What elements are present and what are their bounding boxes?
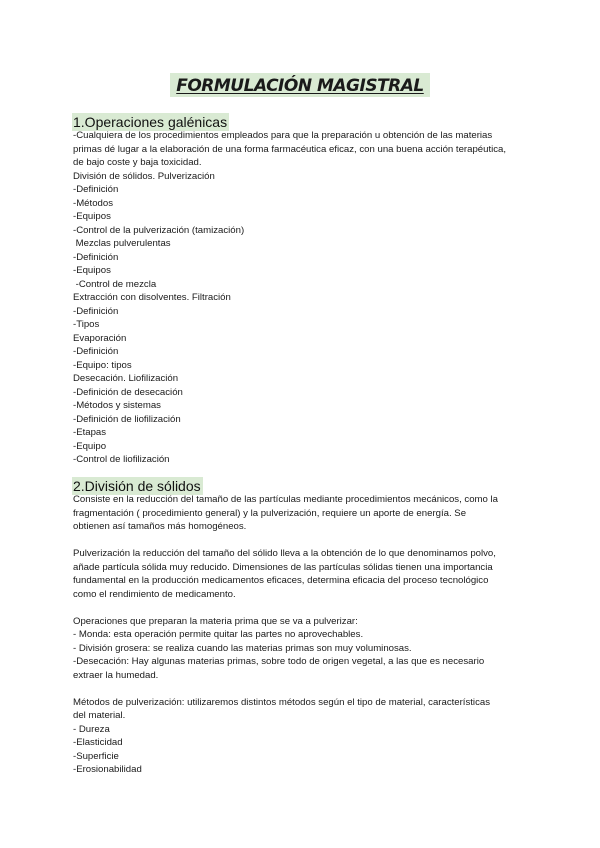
section-1-body bbox=[73, 129, 533, 467]
text-line: - Monda: esta operación permite quitar las partes no aprovechables. bbox=[73, 629, 364, 640]
text-line: -Equipo bbox=[73, 440, 107, 452]
section-2-body bbox=[73, 493, 533, 777]
text-line: primas dé lugar a la elaboración de una forma farmacéutica eficaz, con una buena acción terapéutica, bbox=[73, 143, 507, 155]
text-line: - Dureza bbox=[73, 723, 110, 735]
text-line: -Definición de liofilización bbox=[73, 413, 181, 425]
title-container bbox=[0, 73, 600, 97]
text-line: -Definición bbox=[73, 346, 119, 357]
text-line: -Etapas bbox=[73, 427, 107, 438]
text-line: fundamental en la producción medicamentos eficaces, determina eficacia del proceso tecnológico bbox=[73, 575, 489, 586]
text-line: -Elasticidad bbox=[73, 737, 123, 748]
text-line: -Métodos bbox=[73, 197, 113, 209]
text-line: añade partícula sólida muy reducido. Dimensiones de las partículas sólidas tienen una importancia bbox=[73, 561, 493, 573]
paragraph-gap bbox=[73, 601, 533, 615]
text-line: -Desecación: Hay algunas materias primas, sobre todo de origen vegetal, a las que es necesario bbox=[73, 656, 485, 667]
text-line: -Equipos bbox=[73, 211, 111, 222]
text-line: Consiste en la reducción del tamaño de las partículas mediante procedimientos mecánicos, como la bbox=[73, 494, 499, 505]
text-line: como el rendimiento de medicamento. bbox=[73, 588, 236, 600]
text-line: -Control de la pulverización (tamización) bbox=[73, 224, 245, 236]
text-line: -Definición de desecación bbox=[73, 386, 183, 398]
text-line: -Definición bbox=[73, 251, 119, 263]
text-line: obtienen así tamaños más homogéneos. bbox=[73, 521, 247, 532]
text-line: Métodos de pulverización: utilizaremos distintos métodos según el tipo de material, características bbox=[73, 696, 490, 708]
paragraph-gap bbox=[73, 534, 533, 548]
text-line: Pulverización la reducción del tamaño del sólido lleva a la obtención de lo que denominamos polvo, bbox=[73, 548, 496, 559]
text-line: -Tipos bbox=[73, 319, 100, 330]
text-line: -Definición bbox=[73, 184, 119, 195]
text-line: - División grosera: se realiza cuando las materias primas son muy voluminosas. bbox=[73, 642, 412, 654]
paragraph-gap bbox=[73, 682, 533, 696]
text-line: -Cualquiera de los procedimientos empleados para que la preparación u obtención de las materias bbox=[73, 130, 493, 141]
text-line: -Superficie bbox=[73, 750, 119, 762]
text-line: -Definición bbox=[73, 305, 119, 317]
text-line: del material. bbox=[73, 710, 126, 721]
section-2-heading: 2.División de sólidos bbox=[73, 478, 201, 494]
text-line: Evaporación bbox=[73, 332, 127, 344]
text-line: Operaciones que preparan la materia prima que se va a pulverizar: bbox=[73, 615, 358, 627]
text-line: -Control de liofilización bbox=[73, 454, 170, 465]
text-line: extraer la humedad. bbox=[73, 669, 159, 681]
document-title: FORMULACIÓN MAGISTRAL bbox=[170, 73, 430, 97]
text-line: Desecación. Liofilización bbox=[73, 373, 179, 384]
section-1-heading: 1.Operaciones galénicas bbox=[73, 114, 228, 130]
text-line: -Métodos y sistemas bbox=[73, 400, 161, 411]
text-line: de bajo coste y baja toxicidad. bbox=[73, 157, 202, 168]
text-line: Extracción con disolventes. Filtración bbox=[73, 292, 231, 303]
text-line: -Equipo: tipos bbox=[73, 359, 132, 371]
text-line: Mezclas pulverulentas bbox=[73, 238, 171, 249]
text-line: División de sólidos. Pulverización bbox=[73, 170, 215, 182]
text-line: -Control de mezcla bbox=[73, 278, 157, 290]
text-line: -Erosionabilidad bbox=[73, 764, 142, 775]
text-line: -Equipos bbox=[73, 265, 111, 276]
text-line: fragmentación ( procedimiento general) y la pulverización, requiere un aporte de energía. Se bbox=[73, 507, 467, 519]
